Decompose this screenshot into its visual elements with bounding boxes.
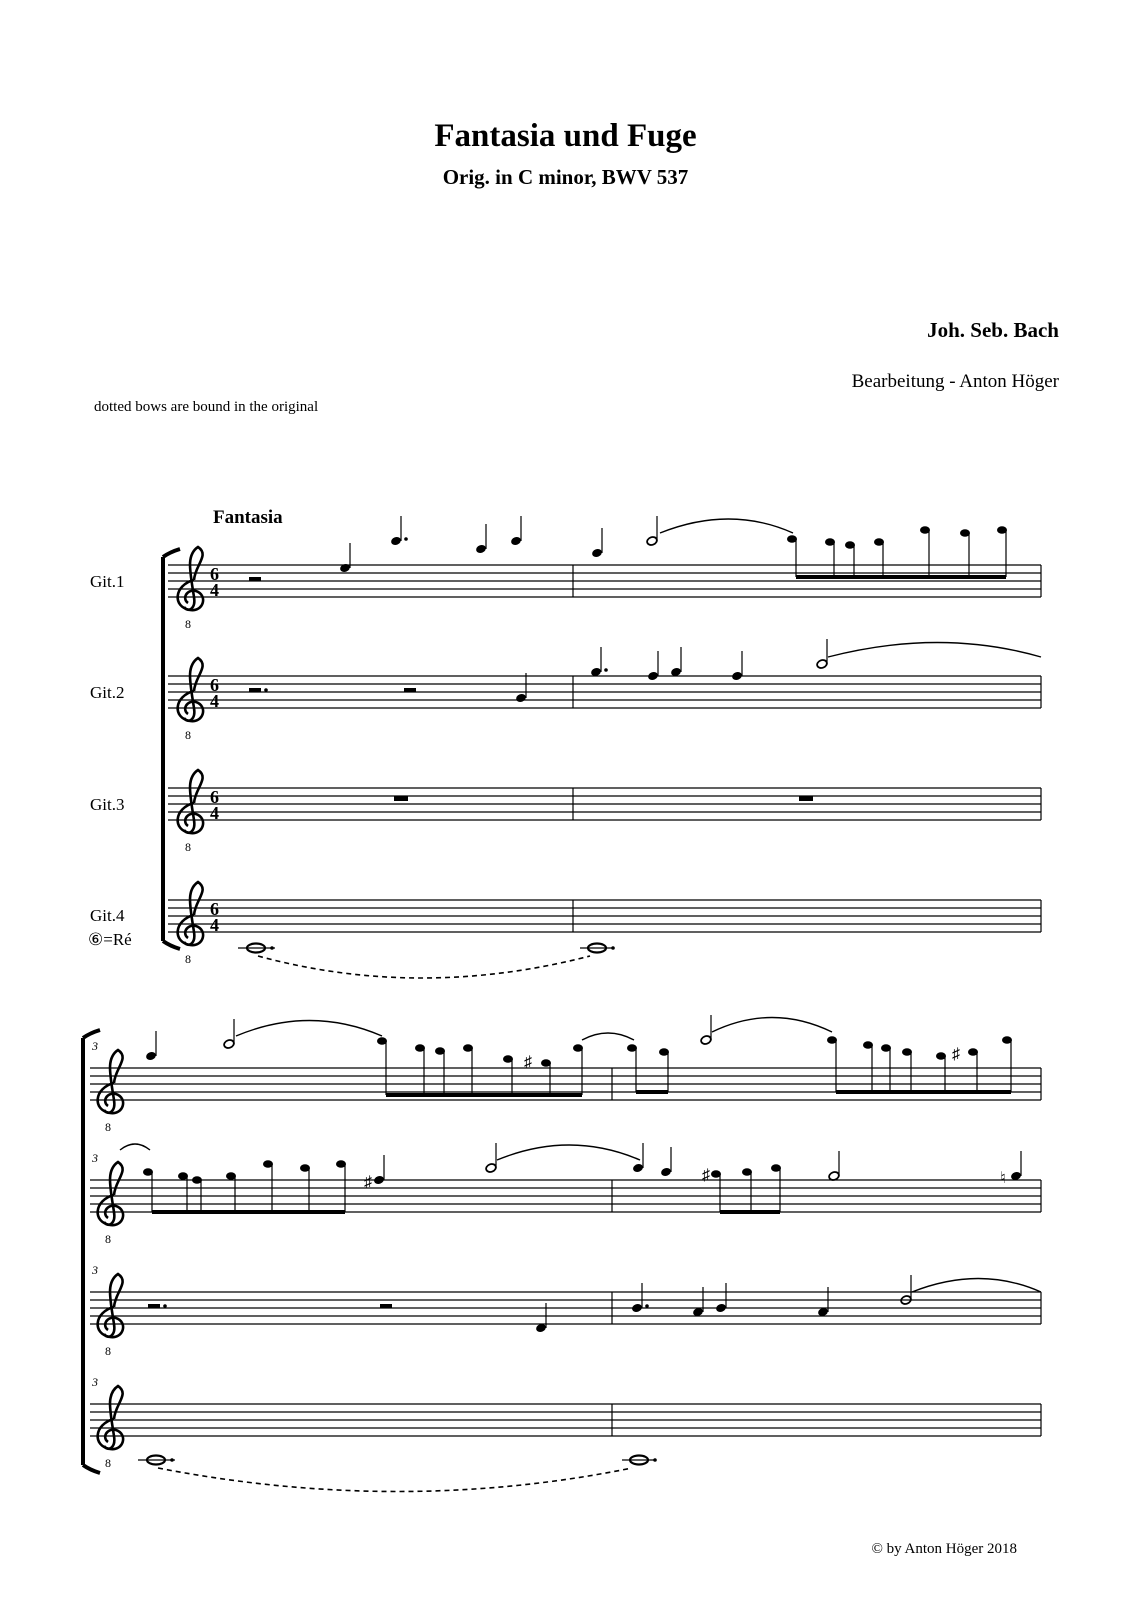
clef-octave-mark: 8 [105, 1456, 111, 1470]
measure-number: 3 [92, 1039, 98, 1053]
performance-note: dotted bows are bound in the original [94, 399, 319, 415]
time-sig-den: 4 [210, 915, 219, 935]
staff-git2-system-2 [90, 1143, 1041, 1246]
time-sig-num: 6 [210, 564, 219, 584]
copyright-notice: © by Anton Höger 2018 [871, 1541, 1017, 1557]
staff-git1 [90, 516, 1041, 631]
clef-octave-mark: 8 [105, 1344, 111, 1358]
clef-octave-mark: 8 [185, 617, 191, 631]
svg-text:♮: ♮ [1000, 1170, 1006, 1187]
arranger-credit: Bearbeitung - Anton Höger [851, 371, 1059, 392]
measure-number: 3 [92, 1263, 98, 1277]
tuning-note: ⑥=Ré [88, 930, 132, 949]
composer-name: Joh. Seb. Bach [927, 318, 1059, 342]
clef-octave-mark: 8 [185, 952, 191, 966]
time-sig-num: 6 [210, 675, 219, 695]
clef-octave-mark: 8 [185, 728, 191, 742]
staff-git1-system-2 [90, 1015, 1041, 1134]
instrument-label: Git.4 [90, 906, 125, 925]
time-sig-num: 6 [210, 899, 219, 919]
svg-text:♯: ♯ [702, 1167, 710, 1184]
instrument-label: Git.1 [90, 572, 125, 591]
svg-text:♯: ♯ [524, 1054, 532, 1071]
system-2 [83, 1015, 1041, 1492]
piece-subtitle: Orig. in C minor, BWV 537 [442, 165, 689, 189]
system-bracket [163, 549, 180, 949]
instrument-label: Git.3 [90, 795, 125, 814]
svg-text:♯: ♯ [364, 1174, 372, 1191]
staff-git3-system-2 [90, 1263, 1041, 1358]
measure-number: 3 [92, 1151, 98, 1165]
staff-git4-system-2 [90, 1375, 1041, 1492]
svg-text:♯: ♯ [952, 1046, 960, 1063]
piece-title: Fantasia und Fuge [434, 118, 697, 154]
time-sig-den: 4 [210, 691, 219, 711]
time-sig-num: 6 [210, 787, 219, 807]
clef-octave-mark: 8 [185, 840, 191, 854]
clef-octave-mark: 8 [105, 1120, 111, 1134]
staff-git2 [90, 639, 1041, 742]
staff-git3 [90, 770, 1041, 854]
instrument-label: Git.2 [90, 683, 125, 702]
time-sig-den: 4 [210, 580, 219, 600]
system-1 [88, 507, 1041, 978]
staff-git4 [88, 882, 1041, 978]
clef-octave-mark: 8 [105, 1232, 111, 1246]
time-sig-den: 4 [210, 803, 219, 823]
measure-number: 3 [92, 1375, 98, 1389]
movement-title: Fantasia [213, 507, 283, 528]
